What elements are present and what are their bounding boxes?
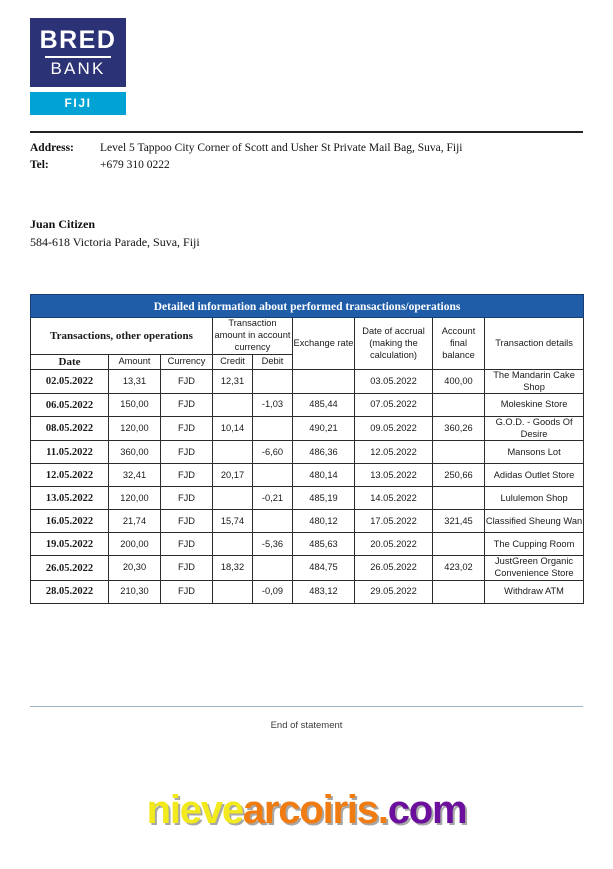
cell-details: The Cupping Room <box>485 533 584 556</box>
cell-date: 28.05.2022 <box>31 580 109 603</box>
tel-value: +679 310 0222 <box>100 158 170 171</box>
footer-divider <box>30 706 583 707</box>
watermark-part-2: arcoiris. <box>242 788 388 832</box>
table-row <box>31 464 584 487</box>
cell-debit <box>253 370 293 394</box>
transactions-table <box>30 294 584 603</box>
table-body <box>31 370 584 604</box>
cell-currency: FJD <box>161 370 213 394</box>
cell-accrual: 09.05.2022 <box>355 417 433 441</box>
cell-currency: FJD <box>161 580 213 603</box>
cell-date: 16.05.2022 <box>31 510 109 533</box>
cell-debit <box>253 417 293 441</box>
cell-amount: 120,00 <box>109 487 161 510</box>
cell-date: 08.05.2022 <box>31 417 109 441</box>
header-exchange-rate: Exchange rate <box>293 318 355 370</box>
header-date-of-accrual: Date of accrual (making the calculation) <box>355 318 433 370</box>
cell-balance: 360,26 <box>433 417 485 441</box>
header-transactions: Transactions, other operations <box>31 318 213 355</box>
cell-debit: -0,21 <box>253 487 293 510</box>
cell-amount: 150,00 <box>109 394 161 417</box>
header-transaction-amount: Transaction amount in account currency <box>213 318 293 355</box>
cell-details: Adidas Outlet Store <box>485 464 584 487</box>
cell-credit <box>213 580 253 603</box>
cell-credit: 10,14 <box>213 417 253 441</box>
header-account-final-balance: Account final balance <box>433 318 485 370</box>
cell-rate: 486,36 <box>293 441 355 464</box>
cell-accrual: 07.05.2022 <box>355 394 433 417</box>
cell-amount: 20,30 <box>109 556 161 580</box>
cell-debit: -5,36 <box>253 533 293 556</box>
cell-accrual: 17.05.2022 <box>355 510 433 533</box>
cell-amount: 13,31 <box>109 370 161 394</box>
bank-address-row <box>30 140 583 157</box>
cell-currency: FJD <box>161 533 213 556</box>
cell-date: 13.05.2022 <box>31 487 109 510</box>
cell-debit: -6,60 <box>253 441 293 464</box>
logo-bred-text: BRED <box>39 26 117 54</box>
table-row <box>31 394 584 417</box>
cell-rate: 480,14 <box>293 464 355 487</box>
cell-accrual: 14.05.2022 <box>355 487 433 510</box>
cell-details: G.O.D. - Goods Of Desire <box>485 417 584 441</box>
customer-name: Juan Citizen <box>30 217 96 232</box>
table-row <box>31 441 584 464</box>
cell-balance: 321,45 <box>433 510 485 533</box>
cell-balance <box>433 533 485 556</box>
tel-label: Tel: <box>30 158 49 171</box>
cell-amount: 200,00 <box>109 533 161 556</box>
cell-credit <box>213 441 253 464</box>
table-row <box>31 556 584 580</box>
cell-rate: 485,63 <box>293 533 355 556</box>
cell-currency: FJD <box>161 417 213 441</box>
cell-balance: 250,66 <box>433 464 485 487</box>
cell-details: Withdraw ATM <box>485 580 584 603</box>
header-divider <box>30 131 583 133</box>
table-row <box>31 487 584 510</box>
cell-date: 06.05.2022 <box>31 394 109 417</box>
cell-details: Moleskine Store <box>485 394 584 417</box>
cell-accrual: 13.05.2022 <box>355 464 433 487</box>
table-row <box>31 510 584 533</box>
cell-amount: 210,30 <box>109 580 161 603</box>
header-debit: Debit <box>253 354 293 369</box>
cell-date: 26.05.2022 <box>31 556 109 580</box>
cell-credit: 20,17 <box>213 464 253 487</box>
table-group-header-row <box>31 318 584 355</box>
watermark-part-3: com <box>387 788 467 832</box>
cell-rate: 480,12 <box>293 510 355 533</box>
logo-main-box <box>30 18 126 87</box>
site-watermark <box>0 788 613 833</box>
bank-tel-row <box>30 157 583 174</box>
cell-balance <box>433 580 485 603</box>
cell-currency: FJD <box>161 510 213 533</box>
cell-currency: FJD <box>161 464 213 487</box>
table-row <box>31 580 584 603</box>
cell-details: The Mandarin Cake Shop <box>485 370 584 394</box>
cell-credit <box>213 394 253 417</box>
cell-credit <box>213 533 253 556</box>
cell-credit <box>213 487 253 510</box>
logo-bank-text: BANK <box>50 59 106 79</box>
cell-currency: FJD <box>161 441 213 464</box>
cell-balance: 400,00 <box>433 370 485 394</box>
bank-logo <box>30 0 583 115</box>
cell-amount: 360,00 <box>109 441 161 464</box>
header-amount: Amount <box>109 354 161 369</box>
table-row <box>31 533 584 556</box>
bank-info-block <box>30 140 583 173</box>
header-currency: Currency <box>161 354 213 369</box>
table-banner-cell <box>31 295 584 318</box>
cell-currency: FJD <box>161 487 213 510</box>
cell-date: 12.05.2022 <box>31 464 109 487</box>
cell-accrual: 20.05.2022 <box>355 533 433 556</box>
table-row <box>31 370 584 394</box>
cell-credit: 15,74 <box>213 510 253 533</box>
cell-credit: 18,32 <box>213 556 253 580</box>
table-banner-text: Detailed information about performed transactions/operations <box>153 301 461 314</box>
cell-balance <box>433 394 485 417</box>
cell-debit <box>253 510 293 533</box>
cell-date: 19.05.2022 <box>31 533 109 556</box>
cell-rate <box>293 370 355 394</box>
cell-date: 11.05.2022 <box>31 441 109 464</box>
cell-accrual: 26.05.2022 <box>355 556 433 580</box>
cell-details: JustGreen Organic Convenience Store <box>485 556 584 580</box>
cell-balance: 423,02 <box>433 556 485 580</box>
header-transaction-details: Transaction details <box>485 318 584 370</box>
cell-debit: -1,03 <box>253 394 293 417</box>
cell-balance <box>433 441 485 464</box>
cell-accrual: 29.05.2022 <box>355 580 433 603</box>
cell-amount: 21,74 <box>109 510 161 533</box>
cell-accrual: 03.05.2022 <box>355 370 433 394</box>
address-label: Address: <box>30 141 74 154</box>
watermark-part-1: nieve <box>146 788 243 832</box>
logo-divider <box>45 56 111 58</box>
cell-rate: 484,75 <box>293 556 355 580</box>
cell-amount: 120,00 <box>109 417 161 441</box>
cell-details: Classified Sheung Wan <box>485 510 584 533</box>
address-value: Level 5 Tappoo City Corner of Scott and Usher St Private Mail Bag, Suva, Fiji <box>100 141 463 154</box>
logo-country-box <box>30 92 126 115</box>
cell-rate: 490,21 <box>293 417 355 441</box>
cell-debit <box>253 556 293 580</box>
end-of-statement-text: End of statement <box>270 720 343 731</box>
cell-accrual: 12.05.2022 <box>355 441 433 464</box>
cell-rate: 485,19 <box>293 487 355 510</box>
cell-currency: FJD <box>161 556 213 580</box>
cell-debit <box>253 464 293 487</box>
logo-country-text: FIJI <box>64 95 92 110</box>
cell-rate: 485,44 <box>293 394 355 417</box>
header-date: Date <box>31 354 109 369</box>
cell-credit: 12,31 <box>213 370 253 394</box>
header-credit: Credit <box>213 354 253 369</box>
cell-date: 02.05.2022 <box>31 370 109 394</box>
cell-rate: 483,12 <box>293 580 355 603</box>
cell-debit: -0,09 <box>253 580 293 603</box>
cell-details: Lululemon Shop <box>485 487 584 510</box>
table-banner-row <box>31 295 584 318</box>
customer-address: 584-618 Victoria Parade, Suva, Fiji <box>30 235 200 250</box>
transactions-table-wrap <box>30 294 583 603</box>
cell-currency: FJD <box>161 394 213 417</box>
cell-details: Mansons Lot <box>485 441 584 464</box>
table-row <box>31 417 584 441</box>
cell-amount: 32,41 <box>109 464 161 487</box>
customer-block <box>30 215 583 251</box>
cell-balance <box>433 487 485 510</box>
